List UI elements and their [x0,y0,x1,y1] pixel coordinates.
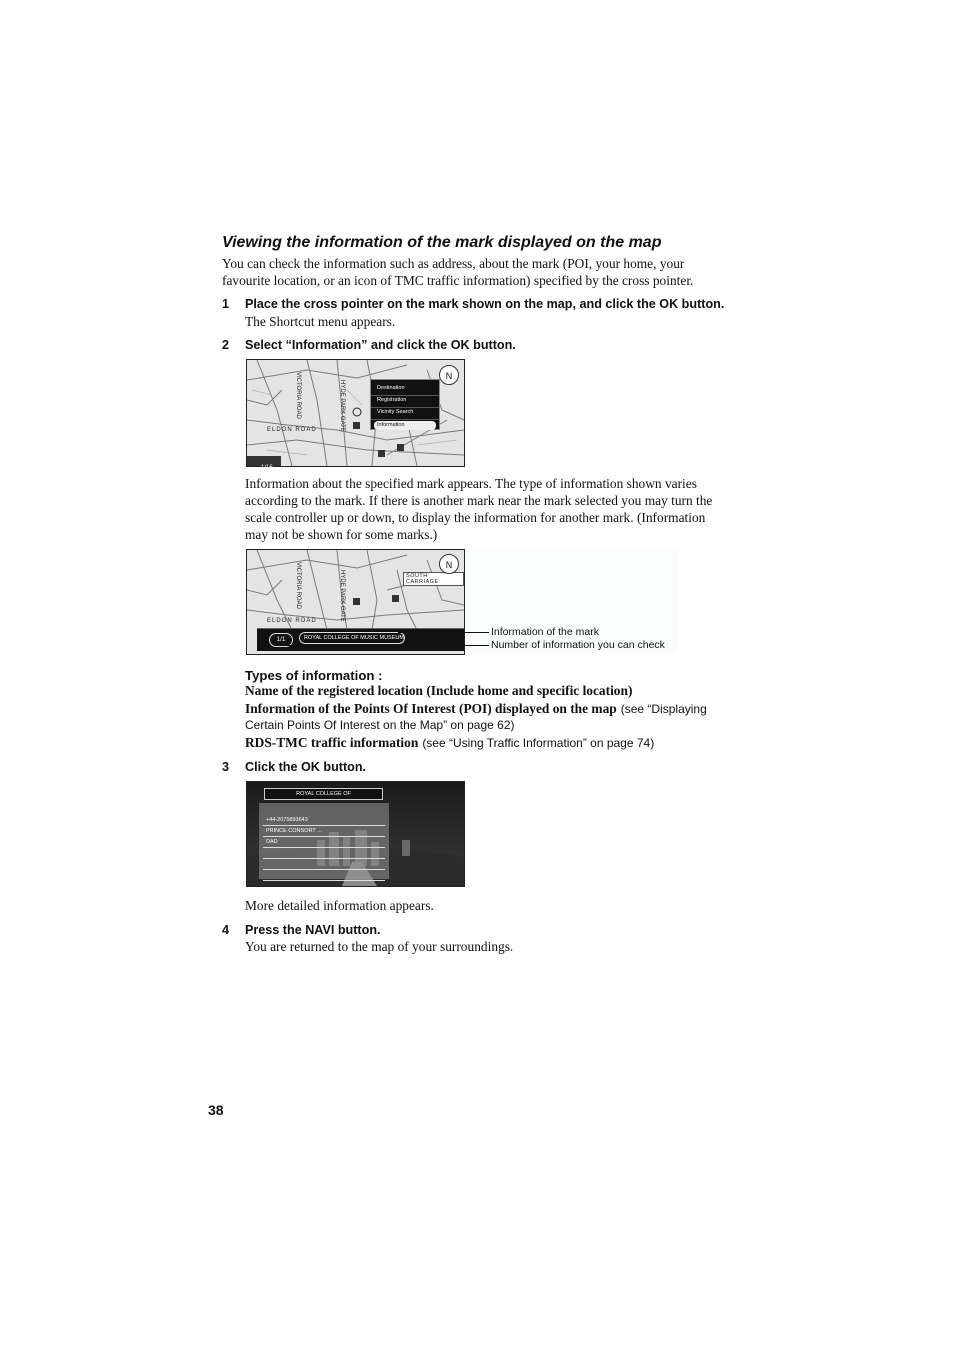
step-text: Select “Information” and click the OK button. [245,338,516,352]
step-text: Press the NAVI button. [245,923,381,937]
step-text: Place the cross pointer on the mark shown on the map, and click the OK button. [245,297,725,311]
type-item-3-ref: (see “Using Traffic Information” on page 74) [422,736,655,750]
map-label-hyde: HYDE PARK GATE [339,380,345,432]
map-screen-info [246,549,465,655]
intro-paragraph [222,255,762,289]
type-item-2 [245,700,707,718]
detail-row: PRINCE CONSORT ... [263,826,385,837]
info-paragraph [245,475,765,543]
callout-line-number [283,645,489,646]
map-label-eldon: ELDON ROAD [267,427,317,433]
type-item-2-ref: (see “Displaying [620,702,707,716]
step-number: 3 [222,760,230,774]
section-title: Viewing the information of the mark displayed on the map [222,234,662,251]
step-4-detail: You are returned to the map of your surroundings. [245,939,514,954]
compass-icon: N [439,554,459,574]
intro-line-1: You can check the information such as address, about the mark (POI, your home, your [222,256,685,271]
menu-item-destination[interactable]: Destination [371,380,439,396]
step-1-detail: The Shortcut menu appears. [245,314,396,329]
type-item-2-bold: Information of the Points Of Interest (POI) displayed on the map [245,701,617,716]
poi-marker [397,444,404,451]
info-line-2: according to the mark. If there is another mark near the mark selected you may turn the [245,493,713,508]
map-label-victoria: VICTORIA ROAD [295,372,301,419]
detail-row: +44-2075893643 [263,815,385,826]
compass-icon: N [439,365,459,385]
poi-marker [392,595,399,602]
info-line-3: scale controller up or down, to display the information for another mark. (Information [245,510,706,525]
step-number: 1 [222,297,230,311]
after-step-3: More detailed information appears. [245,898,434,913]
map-label-eldon: ELDON ROAD [267,618,317,624]
step-number: 4 [222,923,230,937]
info-counter[interactable]: 1/1 [269,633,293,647]
map-label-victoria: VICTORIA ROAD [295,562,301,609]
detail-title: ROYAL COLLEGE OF [264,788,383,800]
callout-info-of-mark: Information of the mark [491,626,599,638]
poi-marker [353,598,360,605]
scale-indicator: 1/16 [247,456,281,466]
detail-row [263,859,385,870]
step-number: 2 [222,338,230,352]
type-item-3-bold: RDS-TMC traffic information [245,735,419,750]
detail-list [259,803,389,879]
step-text: Click the OK button. [245,760,367,774]
type-item-3 [245,734,654,752]
info-line-4: may not be shown for some marks.) [245,527,438,542]
detail-row [263,848,385,859]
map-label-south: SOUTH CARRIAGE [403,572,464,586]
info-name: ROYAL COLLEGE OF MUSIC MUSEUM [299,632,405,644]
callout-number-of-info: Number of information you can check [491,639,665,651]
type-item-1: Name of the registered location (Include home and specific location) [245,683,633,698]
menu-item-information[interactable]: Information [374,421,436,430]
detail-row: DAD [263,837,385,848]
map-screen-shortcut [246,359,465,471]
menu-item-vicinity-search[interactable]: Vicinity Search [371,408,439,420]
menu-item-registration[interactable]: Registration [371,396,439,408]
detail-screen [246,781,465,887]
detail-row [263,870,385,881]
shortcut-menu [370,379,440,430]
map-label-hyde: HYDE PARK GATE [339,570,345,622]
callout-line-info [398,632,489,633]
poi-marker [353,422,360,429]
type-item-2-ref-cont: Certain Points Of Interest on the Map” on page 62) [245,718,515,732]
types-heading: Types of information : [245,668,383,683]
cross-pointer [353,408,361,416]
poi-marker [378,450,385,457]
info-line-1: Information about the specified mark appears. The type of information shown varies [245,476,697,491]
page-number: 38 [208,1102,224,1118]
intro-line-2: favourite location, or an icon of TMC traffic information) specified by the cross pointer. [222,273,694,288]
